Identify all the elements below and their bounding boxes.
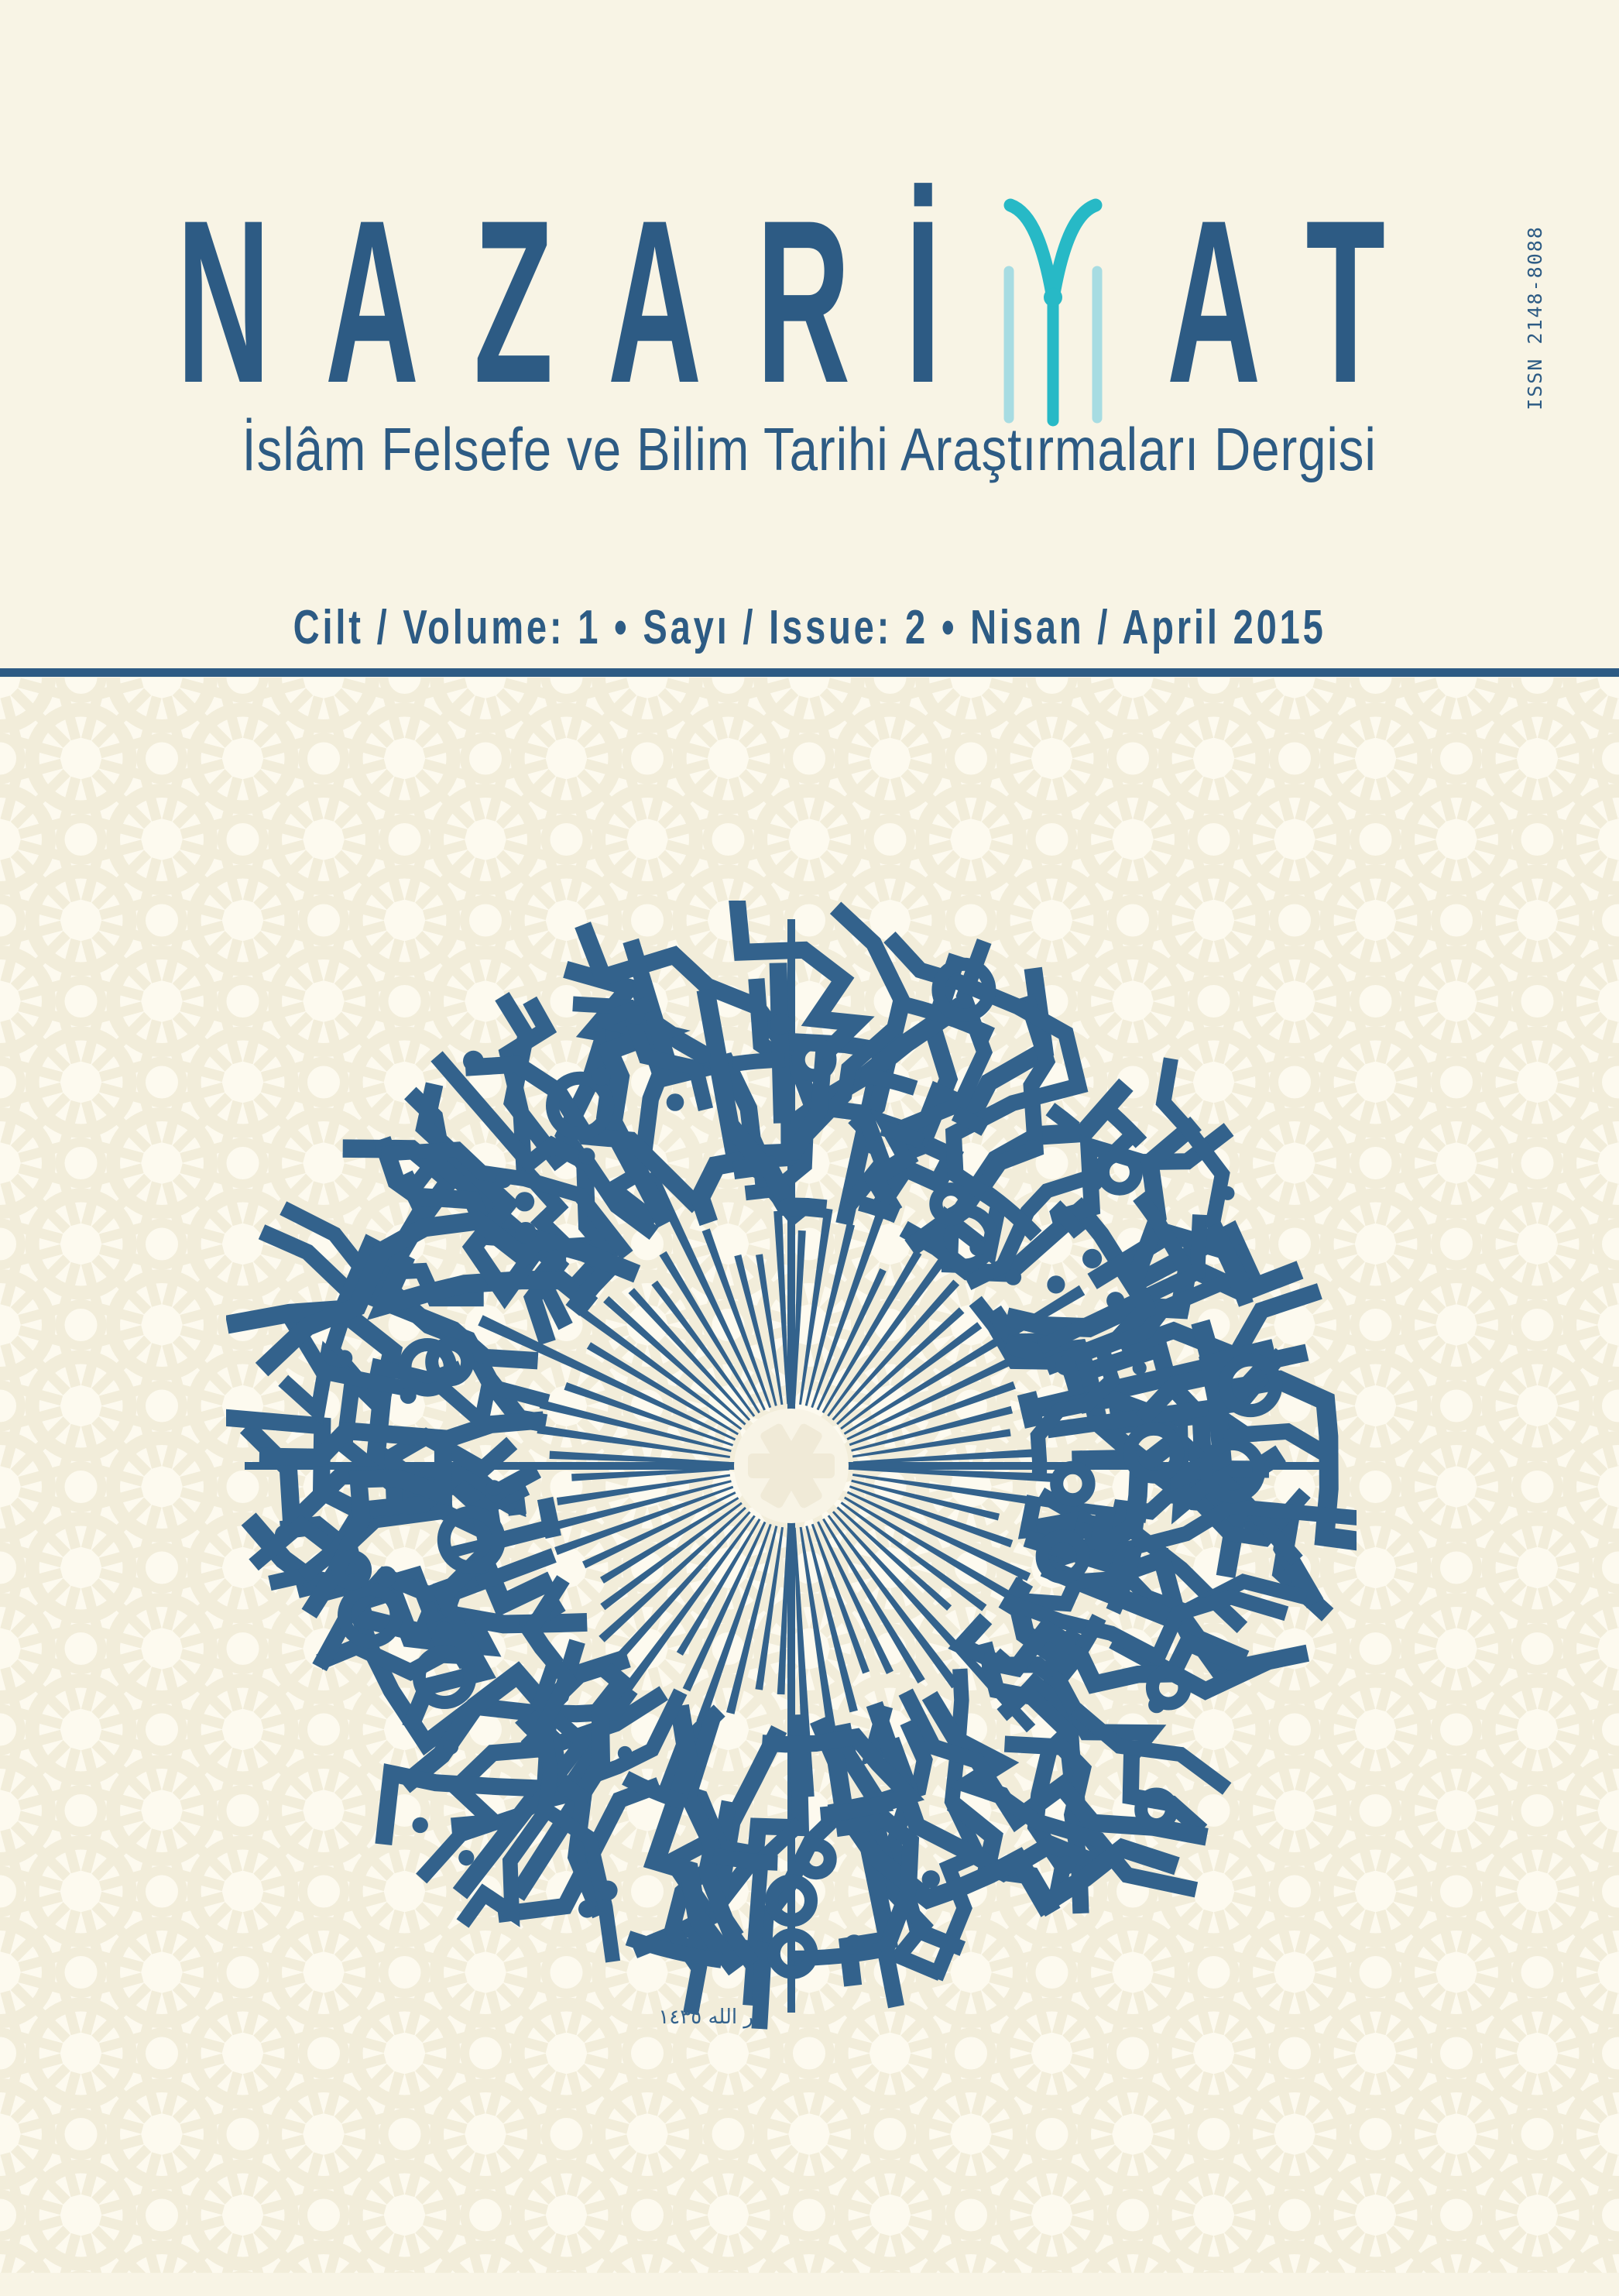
journal-subtitle-wrap (0, 417, 1619, 483)
issn-label: ISSN 2148-8088 (1523, 225, 1546, 410)
journal-logo (0, 171, 1619, 431)
calligraphy-medallion (226, 901, 1357, 2031)
logo-wordmark-left-text: NAZARİ (177, 171, 996, 431)
issue-info: Cilt / Volume: 1 • Sayı / Issue: 2 • Nisan / April 2015 (293, 601, 1326, 654)
logo-wordmark-right (1167, 171, 1442, 431)
iyi-tamga-icon (995, 177, 1111, 448)
journal-subtitle: İslâm Felsefe ve Bilim Tarihi Araştırmaları Dergisi (242, 415, 1377, 483)
tamga-y-joint (1044, 288, 1062, 307)
logo-wordmark-right-text: AT (1167, 171, 1440, 431)
tamga-y-arms (1010, 205, 1096, 298)
divider-rule (0, 668, 1619, 677)
medallion-signature: نور الله ١٤٣٥ (658, 2006, 770, 2029)
logo-wordmark-left (177, 171, 996, 431)
issue-info-wrap (0, 601, 1619, 654)
